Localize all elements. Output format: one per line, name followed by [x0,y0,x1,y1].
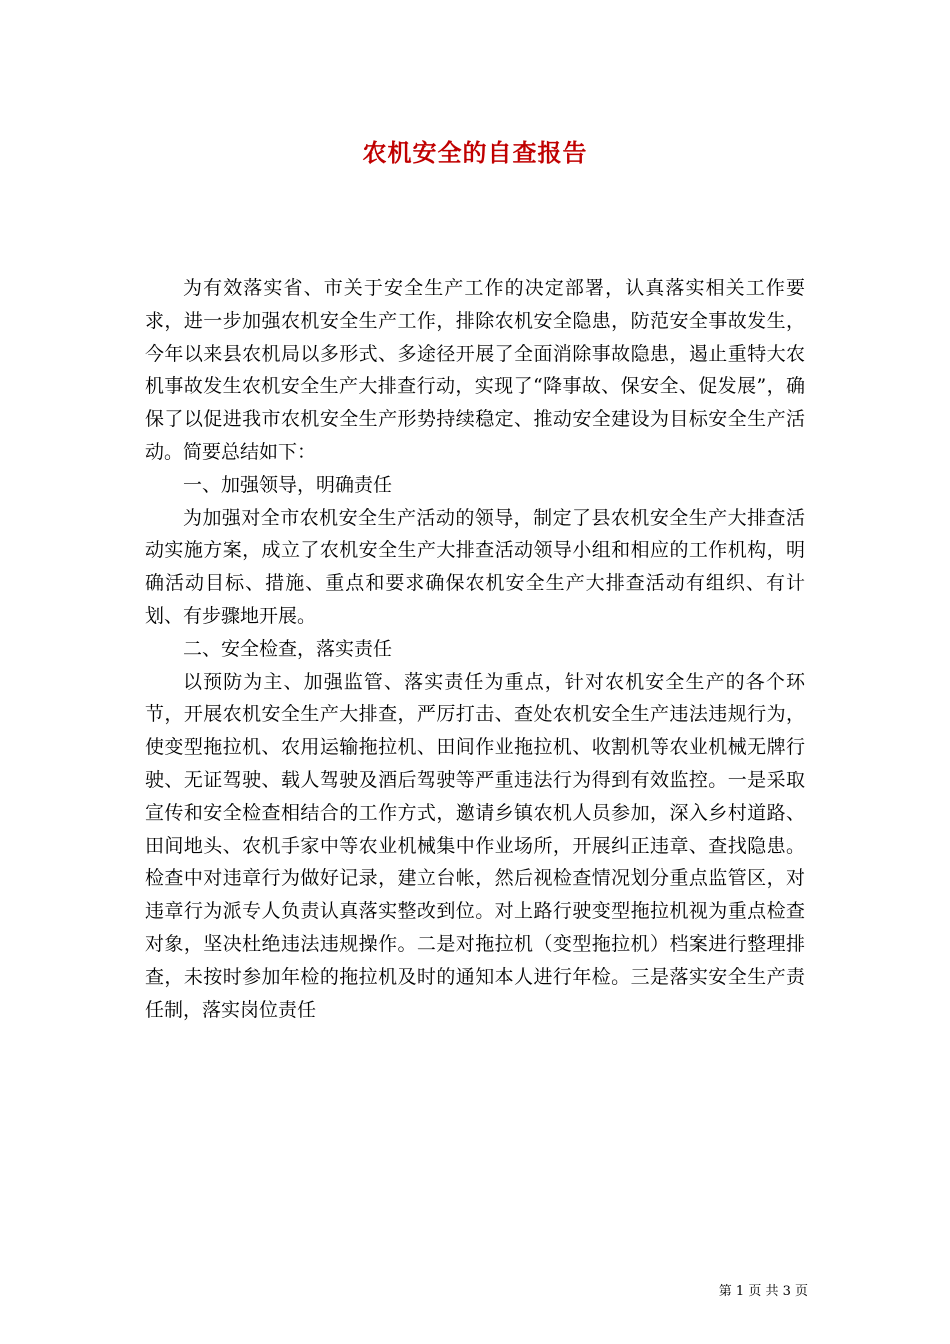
page-number: 第 1 页 共 3 页 [718,1284,808,1299]
document-title: 农机安全的自查报告 [362,138,588,167]
section-heading-1: 一、加强领导，明确责任 [183,473,393,496]
section-2-paragraph: 以预防为主、加强监管、落实责任为重点，针对农机安全生产的各个环节，开展农机安全生产大排查，严厉打击、查处农机安全生产违法违规行为，使变型拖拉机、农用运输拖拉机、田间作业拖拉机、收割机等农业机械无牌行驶、无证驾驶、载人驾驶及酒后驾驶等严重违法行为得到有效监控。一是采取宣传和安全检查相结合的工作方式，邀请乡镇农机人员参加，深入乡村道路、田间地头、农机手家中等农业机械集中作业场所，开展纠正违章、查找隐患。检查中对违章行为做好记录，建立台帐，然后视检查情况划分重点监管区，对违章行为派专人负责认真落实整改到位。对上路行驶变型拖拉机视为重点检查对象，坚决杜绝违法违规操作。二是对拖拉机（变型拖拉机）档案进行整理排查，未按时参加年检的拖拉机及时的通知本人进行年检。三是落实安全生产责任制，落实岗位责任 [145,670,805,1021]
section-heading-2: 二、安全检查，落实责任 [183,637,393,660]
intro-paragraph: 为有效落实省、市关于安全生产工作的决定部署，认真落实相关工作要求，进一步加强农机安全生产工作，排除农机安全隐患，防范安全事故发生，今年以来县农机局以多形式、多途径开展了全面消除事故隐患，遏止重特大农机事故发生农机安全生产大排查行动，实现了“降事故、保安全、促发展”，确保了以促进我市农机安全生产形势持续稳定、推动安全建设为目标安全生产活动。简要总结如下： [145,277,805,463]
document-body [145,272,805,1026]
section-1-paragraph: 为加强对全市农机安全生产活动的领导，制定了县农机安全生产大排查活动实施方案，成立了农机安全生产大排查活动领导小组和相应的工作机构，明确活动目标、措施、重点和要求确保农机安全生产大排查活动有组织、有计划、有步骤地开展。 [145,506,805,627]
